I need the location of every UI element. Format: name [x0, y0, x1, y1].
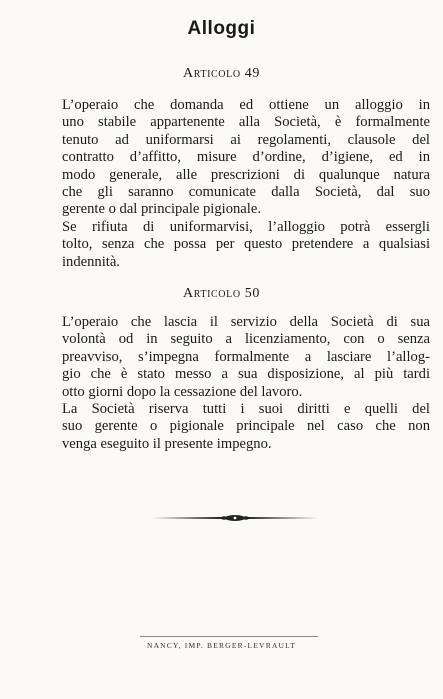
article-50-paragraph-2 — [62, 401, 430, 453]
text-line: contratto d’affitto, misure d’ordine, d’igiene, ed in — [62, 149, 430, 166]
article-50-paragraph-1 — [62, 314, 430, 401]
printer-imprint: NANCY, IMP. BERGER-LEVRAULT — [146, 641, 297, 650]
text-line: che gli saranno comunicate dalla Società, dal suo — [62, 184, 430, 201]
text-line: otto giorni dopo la cessazione del lavoro. — [62, 383, 303, 400]
text-line: suo gerente o pigionale principale nel caso che non — [62, 418, 430, 435]
text-line: indennità. — [62, 253, 120, 270]
text-line: gerente o dal principale pigionale. — [62, 201, 261, 218]
text-line: L’operaio che lascia il servizio della Società di sua — [62, 314, 430, 330]
page-title: Alloggi — [187, 18, 256, 39]
text-line: volontà od in seguito a licenziamento, con o senza — [62, 331, 430, 348]
text-line: preavviso, s’impegna formalmente a lasciare l’allog- — [62, 348, 430, 365]
text-line: L’operaio che domanda ed ottiene un alloggio in — [62, 97, 430, 113]
article-49-paragraph-1 — [62, 97, 430, 219]
text-line: tolto, senza che possa per questo pretendere a qualsiasi — [62, 236, 430, 253]
text-line: modo generale, alle prescrizioni di qualunque natura — [62, 166, 430, 183]
article-49-paragraph-2 — [62, 219, 430, 271]
article-50-heading: Articolo 50 — [183, 286, 260, 301]
imprint-rule — [140, 636, 318, 637]
article-49-heading: Articolo 49 — [183, 66, 260, 81]
text-line: Se rifiuta di uniformarvisi, l’alloggio potrà essergli — [62, 219, 430, 235]
text-line: gio che è stato messo a sua disposizione, al più tardi — [62, 366, 430, 383]
text-line: La Società riserva tutti i suoi diritti e quelli del — [62, 401, 430, 417]
text-line: uno stabile appartenente alla Società, è formalmente — [62, 114, 430, 131]
text-line: venga eseguito il presente impegno. — [62, 435, 272, 452]
text-line: tenuto ad uniformarsi ai regolamenti, clausole del — [62, 131, 430, 148]
ornamental-divider — [152, 511, 318, 525]
